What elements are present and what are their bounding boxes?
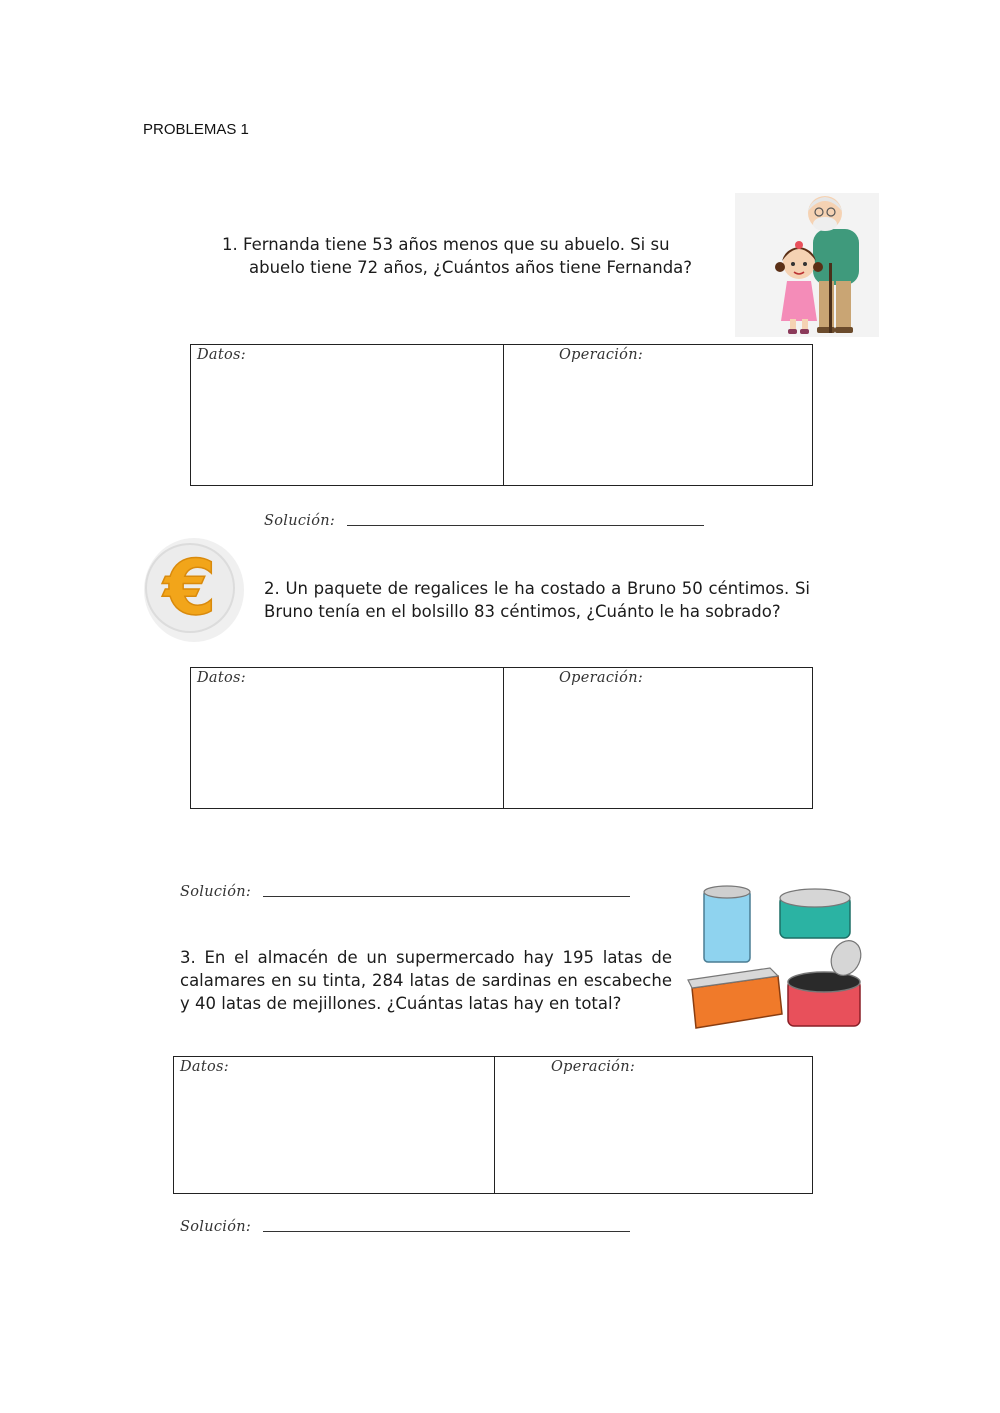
solution-row-1 [264,513,704,529]
operacion-label: Operación: [551,1059,636,1075]
page-title: PROBLEMAS 1 [143,121,249,138]
problem-1-line-2: abuelo tiene 72 años, ¿Cuántos años tiene Fernanda? [249,258,693,277]
problem-1-line-1: 1. Fernanda tiene 53 años menos que su abuelo. Si su [222,235,670,254]
tin-cans-illustration [686,880,872,1046]
datos-label: Datos: [180,1059,229,1075]
solution-row-3 [180,1219,630,1235]
problem-1-text [222,233,722,279]
solucion-label: Solución: [180,884,252,900]
datos-label: Datos: [197,670,246,686]
datos-cell[interactable] [174,1057,494,1193]
solution-answer-line[interactable] [263,1230,630,1232]
operacion-cell[interactable] [494,1057,812,1193]
work-table-3 [173,1056,813,1194]
work-table-1 [190,344,813,486]
operacion-label: Operación: [559,347,644,363]
solution-row-2 [180,884,630,900]
solution-answer-line[interactable] [263,895,630,897]
datos-label: Datos: [197,347,246,363]
operacion-cell[interactable] [503,668,812,808]
solucion-label: Solución: [264,513,336,529]
problem-2-text: 2. Un paquete de regalices le ha costado a Bruno 50 céntimos. Si Bruno tenía en el bolsillo 83 céntimos, ¿Cuánto le ha sobrado? [264,579,810,621]
work-table-2 [190,667,813,809]
datos-cell[interactable] [191,668,503,808]
operacion-cell[interactable] [503,345,812,485]
solution-answer-line[interactable] [347,524,704,526]
datos-cell[interactable] [191,345,503,485]
euro-symbol: € [163,543,217,632]
solucion-label: Solución: [180,1219,252,1235]
problem-3-text: 3. En el almacén de un supermercado hay 195 latas de calamares en su tinta, 284 latas de sardinas en escabeche y 40 latas de mejillones. ¿Cuántas latas hay en total? [180,948,672,1013]
grandfather-and-girl-illustration [735,193,879,337]
operacion-label: Operación: [559,670,644,686]
euro-coin-icon [140,530,248,646]
